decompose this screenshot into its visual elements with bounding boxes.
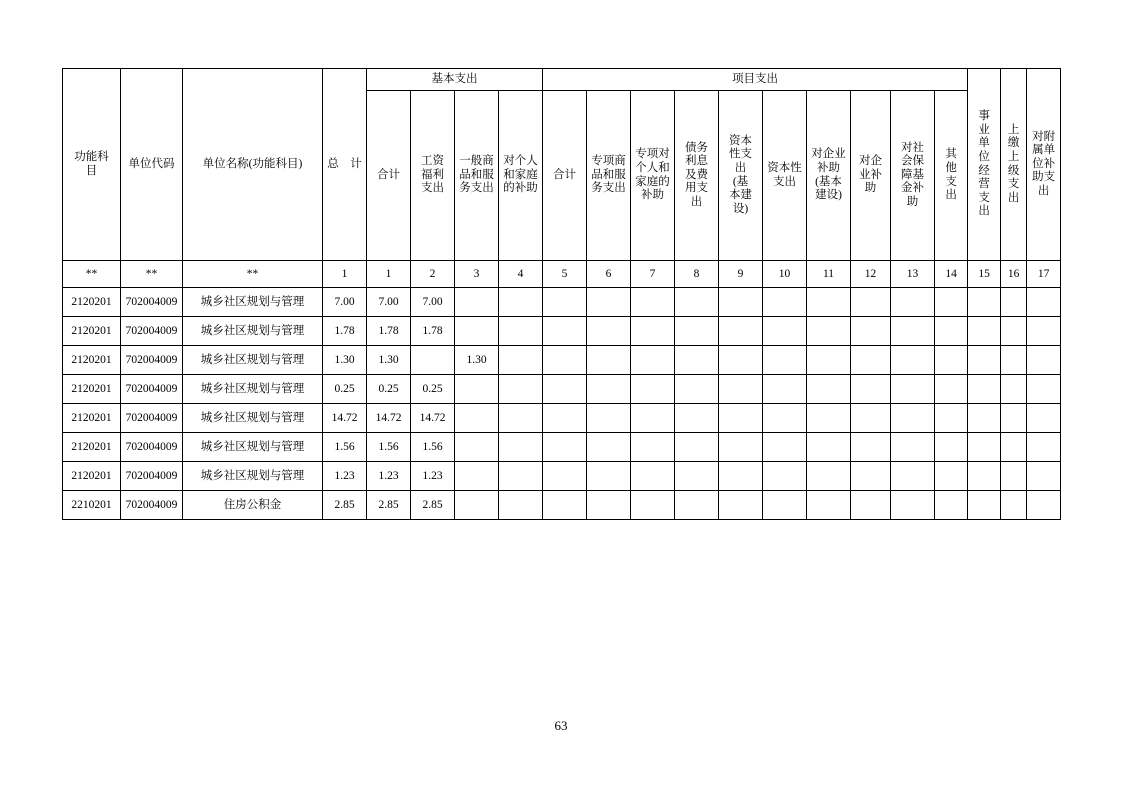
cell-project-total <box>543 491 587 520</box>
cell-project-person <box>631 491 675 520</box>
cell-unit-code: 702004009 <box>121 491 183 520</box>
cell-project-capital-basic <box>719 404 763 433</box>
cell-project-debt <box>675 462 719 491</box>
cell-project-capital <box>763 317 807 346</box>
cell-project-ent-subsidy-basic <box>807 433 851 462</box>
cell-basic-goods: 1.30 <box>455 346 499 375</box>
group-header-project-expenditure: 项目支出 <box>543 69 968 91</box>
cell-basic-goods <box>455 462 499 491</box>
cell-total: 0.25 <box>323 375 367 404</box>
cell-project-debt <box>675 491 719 520</box>
cell-project-ent-subsidy-basic <box>807 288 851 317</box>
group-header-basic-expenditure: 基本支出 <box>367 69 543 91</box>
cell-operating <box>968 346 1001 375</box>
cell-basic-person <box>499 404 543 433</box>
cell-operating <box>968 375 1001 404</box>
cell-basic-salary: 14.72 <box>411 404 455 433</box>
table-row <box>63 346 1061 375</box>
cell-project-capital <box>763 404 807 433</box>
cell-to-superior <box>1001 491 1027 520</box>
cell-affiliated <box>1027 404 1061 433</box>
table-row <box>63 462 1061 491</box>
cell-project-goods <box>587 491 631 520</box>
cell-to-superior <box>1001 288 1027 317</box>
cell-unit-name: 城乡社区规划与管理 <box>183 346 323 375</box>
cell-to-superior <box>1001 317 1027 346</box>
cell-project-debt <box>675 288 719 317</box>
cell-project-other <box>935 346 968 375</box>
cell-basic-salary: 1.23 <box>411 462 455 491</box>
number-cell: 11 <box>807 261 851 288</box>
cell-project-ent-subsidy-basic <box>807 375 851 404</box>
table-row <box>63 375 1061 404</box>
cell-project-goods <box>587 433 631 462</box>
table-row <box>63 288 1061 317</box>
cell-project-capital <box>763 433 807 462</box>
cell-operating <box>968 404 1001 433</box>
cell-unit-code: 702004009 <box>121 375 183 404</box>
cell-func-code: 2120201 <box>63 462 121 491</box>
col-header-project-ent-subsidy: 对企业补助 <box>851 91 891 261</box>
table-row <box>63 404 1061 433</box>
number-cell: 1 <box>323 261 367 288</box>
cell-basic-goods <box>455 491 499 520</box>
col-header-operating: 事业单位经营支出 <box>968 69 1001 261</box>
col-header-project-other: 其他支出 <box>935 91 968 261</box>
cell-project-social-fund <box>891 317 935 346</box>
cell-affiliated <box>1027 433 1061 462</box>
cell-project-ent-subsidy-basic <box>807 346 851 375</box>
cell-project-total <box>543 288 587 317</box>
cell-affiliated <box>1027 317 1061 346</box>
cell-project-other <box>935 491 968 520</box>
cell-project-total <box>543 317 587 346</box>
cell-basic-salary: 1.78 <box>411 317 455 346</box>
cell-project-capital <box>763 346 807 375</box>
number-cell: 10 <box>763 261 807 288</box>
cell-basic-salary: 1.56 <box>411 433 455 462</box>
cell-operating <box>968 288 1001 317</box>
cell-operating <box>968 433 1001 462</box>
cell-project-total <box>543 375 587 404</box>
cell-total: 14.72 <box>323 404 367 433</box>
col-header-basic-goods: 一般商品和服务支出 <box>455 91 499 261</box>
col-header-to-superior: 上缴上级支出 <box>1001 69 1027 261</box>
cell-project-other <box>935 288 968 317</box>
col-header-basic-salary: 工资福利支出 <box>411 91 455 261</box>
cell-affiliated <box>1027 346 1061 375</box>
cell-project-goods <box>587 317 631 346</box>
table-group-header-row <box>63 69 1061 91</box>
cell-project-debt <box>675 404 719 433</box>
cell-project-capital <box>763 375 807 404</box>
cell-affiliated <box>1027 462 1061 491</box>
cell-operating <box>968 491 1001 520</box>
cell-basic-total: 14.72 <box>367 404 411 433</box>
cell-total: 1.23 <box>323 462 367 491</box>
cell-project-social-fund <box>891 433 935 462</box>
cell-to-superior <box>1001 346 1027 375</box>
cell-project-other <box>935 462 968 491</box>
col-header-func-code: 功能科目 <box>63 69 121 261</box>
cell-basic-goods <box>455 404 499 433</box>
cell-project-capital <box>763 462 807 491</box>
cell-project-capital-basic <box>719 346 763 375</box>
cell-affiliated <box>1027 491 1061 520</box>
number-cell: 5 <box>543 261 587 288</box>
cell-basic-total: 1.56 <box>367 433 411 462</box>
col-header-unit-name: 单位名称(功能科目) <box>183 69 323 261</box>
cell-project-ent-subsidy-basic <box>807 404 851 433</box>
cell-total: 1.30 <box>323 346 367 375</box>
table-row <box>63 433 1061 462</box>
cell-project-capital-basic <box>719 462 763 491</box>
cell-func-code: 2120201 <box>63 317 121 346</box>
cell-project-goods <box>587 462 631 491</box>
cell-basic-person <box>499 375 543 404</box>
cell-project-debt <box>675 346 719 375</box>
cell-project-goods <box>587 404 631 433</box>
cell-unit-code: 702004009 <box>121 288 183 317</box>
cell-project-ent-subsidy <box>851 404 891 433</box>
cell-project-goods <box>587 288 631 317</box>
cell-project-person <box>631 404 675 433</box>
cell-project-other <box>935 317 968 346</box>
number-cell: 8 <box>675 261 719 288</box>
cell-project-person <box>631 346 675 375</box>
cell-operating <box>968 317 1001 346</box>
cell-unit-name: 城乡社区规划与管理 <box>183 375 323 404</box>
cell-project-ent-subsidy <box>851 433 891 462</box>
cell-project-debt <box>675 375 719 404</box>
cell-to-superior <box>1001 404 1027 433</box>
cell-project-total <box>543 404 587 433</box>
cell-unit-code: 702004009 <box>121 346 183 375</box>
cell-project-capital-basic <box>719 491 763 520</box>
col-header-project-capital: 资本性支出 <box>763 91 807 261</box>
number-cell: 2 <box>411 261 455 288</box>
cell-project-social-fund <box>891 346 935 375</box>
cell-func-code: 2120201 <box>63 404 121 433</box>
cell-basic-total: 7.00 <box>367 288 411 317</box>
cell-affiliated <box>1027 288 1061 317</box>
number-cell: 4 <box>499 261 543 288</box>
cell-project-capital-basic <box>719 375 763 404</box>
cell-project-person <box>631 317 675 346</box>
cell-basic-salary: 2.85 <box>411 491 455 520</box>
cell-project-ent-subsidy <box>851 346 891 375</box>
cell-to-superior <box>1001 433 1027 462</box>
cell-basic-goods <box>455 288 499 317</box>
cell-operating <box>968 462 1001 491</box>
cell-project-ent-subsidy <box>851 491 891 520</box>
number-cell: 12 <box>851 261 891 288</box>
cell-project-total <box>543 346 587 375</box>
cell-project-ent-subsidy-basic <box>807 462 851 491</box>
cell-basic-person <box>499 462 543 491</box>
cell-project-goods <box>587 375 631 404</box>
number-cell: 1 <box>367 261 411 288</box>
cell-project-person <box>631 375 675 404</box>
col-header-project-person: 专项对个人和家庭的补助 <box>631 91 675 261</box>
number-cell: 13 <box>891 261 935 288</box>
number-cell: ** <box>63 261 121 288</box>
cell-project-social-fund <box>891 375 935 404</box>
cell-project-total <box>543 462 587 491</box>
number-cell: ** <box>121 261 183 288</box>
cell-project-ent-subsidy <box>851 462 891 491</box>
col-header-project-total: 合计 <box>543 91 587 261</box>
cell-project-capital-basic <box>719 433 763 462</box>
cell-basic-salary <box>411 346 455 375</box>
cell-unit-name: 城乡社区规划与管理 <box>183 317 323 346</box>
number-cell: 14 <box>935 261 968 288</box>
table-number-row <box>63 261 1061 288</box>
table-row <box>63 491 1061 520</box>
cell-project-total <box>543 433 587 462</box>
cell-project-social-fund <box>891 491 935 520</box>
cell-affiliated <box>1027 375 1061 404</box>
cell-basic-total: 1.23 <box>367 462 411 491</box>
cell-project-debt <box>675 433 719 462</box>
cell-to-superior <box>1001 375 1027 404</box>
col-header-project-ent-subsidy-basic: 对企业补助(基本建设) <box>807 91 851 261</box>
col-header-unit-code: 单位代码 <box>121 69 183 261</box>
cell-project-debt <box>675 317 719 346</box>
cell-unit-code: 702004009 <box>121 317 183 346</box>
table-row <box>63 317 1061 346</box>
cell-basic-salary: 0.25 <box>411 375 455 404</box>
cell-project-ent-subsidy <box>851 288 891 317</box>
cell-project-capital-basic <box>719 288 763 317</box>
cell-project-goods <box>587 346 631 375</box>
cell-basic-person <box>499 433 543 462</box>
cell-func-code: 2210201 <box>63 491 121 520</box>
cell-to-superior <box>1001 462 1027 491</box>
number-cell: 3 <box>455 261 499 288</box>
cell-project-capital-basic <box>719 317 763 346</box>
cell-unit-name: 城乡社区规划与管理 <box>183 462 323 491</box>
cell-project-capital <box>763 288 807 317</box>
col-header-project-capital-basic: 资本性支出(基本建设) <box>719 91 763 261</box>
cell-unit-code: 702004009 <box>121 404 183 433</box>
cell-basic-person <box>499 317 543 346</box>
budget-table-container <box>62 68 1060 520</box>
cell-project-ent-subsidy-basic <box>807 491 851 520</box>
cell-unit-name: 城乡社区规划与管理 <box>183 404 323 433</box>
number-cell: 7 <box>631 261 675 288</box>
number-cell: ** <box>183 261 323 288</box>
cell-project-person <box>631 433 675 462</box>
cell-basic-total: 1.30 <box>367 346 411 375</box>
cell-unit-code: 702004009 <box>121 433 183 462</box>
cell-project-social-fund <box>891 462 935 491</box>
number-cell: 16 <box>1001 261 1027 288</box>
cell-total: 1.78 <box>323 317 367 346</box>
cell-unit-code: 702004009 <box>121 462 183 491</box>
col-header-basic-person: 对个人和家庭的补助 <box>499 91 543 261</box>
col-header-basic-total: 合计 <box>367 91 411 261</box>
number-cell: 15 <box>968 261 1001 288</box>
number-cell: 9 <box>719 261 763 288</box>
cell-project-person <box>631 288 675 317</box>
col-header-project-social-fund: 对社会保障基金补助 <box>891 91 935 261</box>
budget-table <box>62 68 1061 520</box>
cell-project-person <box>631 462 675 491</box>
cell-project-social-fund <box>891 404 935 433</box>
cell-total: 1.56 <box>323 433 367 462</box>
cell-basic-total: 0.25 <box>367 375 411 404</box>
cell-func-code: 2120201 <box>63 433 121 462</box>
cell-project-other <box>935 375 968 404</box>
cell-project-ent-subsidy-basic <box>807 317 851 346</box>
cell-basic-total: 1.78 <box>367 317 411 346</box>
col-header-project-goods: 专项商品和服务支出 <box>587 91 631 261</box>
col-header-affiliated: 对附属单位补助支出 <box>1027 69 1061 261</box>
cell-total: 7.00 <box>323 288 367 317</box>
cell-project-capital <box>763 491 807 520</box>
cell-basic-person <box>499 288 543 317</box>
col-header-project-debt: 债务利息及费用支出 <box>675 91 719 261</box>
cell-func-code: 2120201 <box>63 346 121 375</box>
cell-func-code: 2120201 <box>63 288 121 317</box>
number-cell: 6 <box>587 261 631 288</box>
cell-basic-goods <box>455 375 499 404</box>
cell-project-other <box>935 433 968 462</box>
cell-basic-salary: 7.00 <box>411 288 455 317</box>
cell-project-social-fund <box>891 288 935 317</box>
cell-unit-name: 住房公积金 <box>183 491 323 520</box>
cell-project-other <box>935 404 968 433</box>
cell-project-ent-subsidy <box>851 317 891 346</box>
cell-func-code: 2120201 <box>63 375 121 404</box>
cell-project-ent-subsidy <box>851 375 891 404</box>
cell-basic-goods <box>455 433 499 462</box>
cell-basic-person <box>499 346 543 375</box>
number-cell: 17 <box>1027 261 1061 288</box>
page-number: 63 <box>554 718 568 733</box>
cell-basic-person <box>499 491 543 520</box>
col-header-total: 总 计 <box>323 69 367 261</box>
cell-unit-name: 城乡社区规划与管理 <box>183 288 323 317</box>
cell-basic-total: 2.85 <box>367 491 411 520</box>
cell-total: 2.85 <box>323 491 367 520</box>
cell-basic-goods <box>455 317 499 346</box>
cell-unit-name: 城乡社区规划与管理 <box>183 433 323 462</box>
